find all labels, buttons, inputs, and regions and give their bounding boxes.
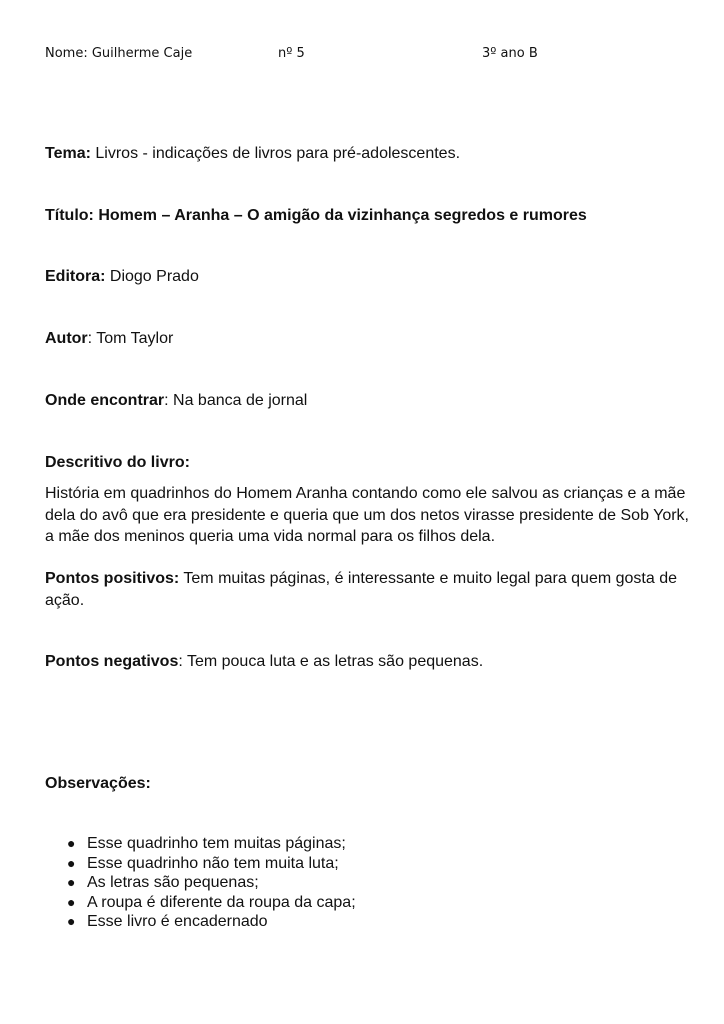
tema-label: Tema: <box>45 145 91 162</box>
onde-encontrar-field <box>45 390 307 412</box>
list-item-text: Esse livro é encadernado <box>87 913 268 930</box>
pontos-positivos-value: Tem muitas páginas, é interessante e muito legal para quem gosta de ação. <box>45 570 678 609</box>
bullet-icon: ● <box>67 835 76 851</box>
list-item-text: As letras são pequenas; <box>87 874 259 891</box>
bullet-icon: ● <box>67 893 76 910</box>
student-class: 3º ano B <box>482 46 538 61</box>
pontos-negativos-value: : Tem pouca luta e as letras são pequenas. <box>178 653 484 670</box>
student-number: nº 5 <box>278 46 305 61</box>
bullet-icon: ● <box>67 854 76 871</box>
bullet-icon: ● <box>67 913 76 929</box>
list-item-text: Esse quadrinho não tem muita luta; <box>87 854 339 872</box>
tema-field <box>45 143 460 165</box>
autor-label: Autor <box>45 330 88 347</box>
editora-value: Diogo Prado <box>105 268 199 285</box>
pontos-positivos-label: Pontos positivos: <box>45 570 180 587</box>
observacoes-list <box>45 834 356 932</box>
autor-field <box>45 328 173 350</box>
tema-value: Livros - indicações de livros para pré-adolescentes. <box>90 145 461 162</box>
bullet-icon: ● <box>67 874 76 890</box>
onde-encontrar-value: : Na banca de jornal <box>164 392 308 409</box>
student-name: Nome: Guilherme Caje <box>45 46 193 61</box>
document-header <box>45 46 685 66</box>
list-item <box>45 873 356 893</box>
list-item <box>45 854 356 874</box>
autor-value: : Tom Taylor <box>87 330 174 347</box>
descritivo-text: História em quadrinhos do Homem Aranha contando como ele salvou as crianças e a mãe dela do avô que era presidente e queria que um dos netos virasse presidente de Sob York, a mãe dos meninos queria uma vida normal para os filhos dela. <box>45 485 689 545</box>
list-item <box>45 912 356 932</box>
list-item-text: Esse quadrinho tem muitas páginas; <box>87 835 346 852</box>
titulo-field <box>45 205 587 227</box>
list-item-text: A roupa é diferente da roupa da capa; <box>87 893 356 911</box>
observacoes-heading <box>45 773 151 795</box>
observacoes-label: Observações: <box>45 775 151 792</box>
list-item <box>45 893 356 913</box>
onde-encontrar-label: Onde encontrar <box>45 392 165 409</box>
editora-field <box>45 266 199 288</box>
editora-label: Editora: <box>45 268 106 285</box>
descritivo-label: Descritivo do livro: <box>45 454 190 471</box>
descritivo-heading <box>45 452 190 474</box>
list-item <box>45 834 356 854</box>
pontos-negativos-field <box>45 651 483 673</box>
pontos-positivos-field <box>45 568 695 611</box>
titulo-label: Título: Homem – Aranha – O amigão da vizinhança segredos e rumores <box>45 207 587 224</box>
pontos-negativos-label: Pontos negativos <box>45 653 179 670</box>
